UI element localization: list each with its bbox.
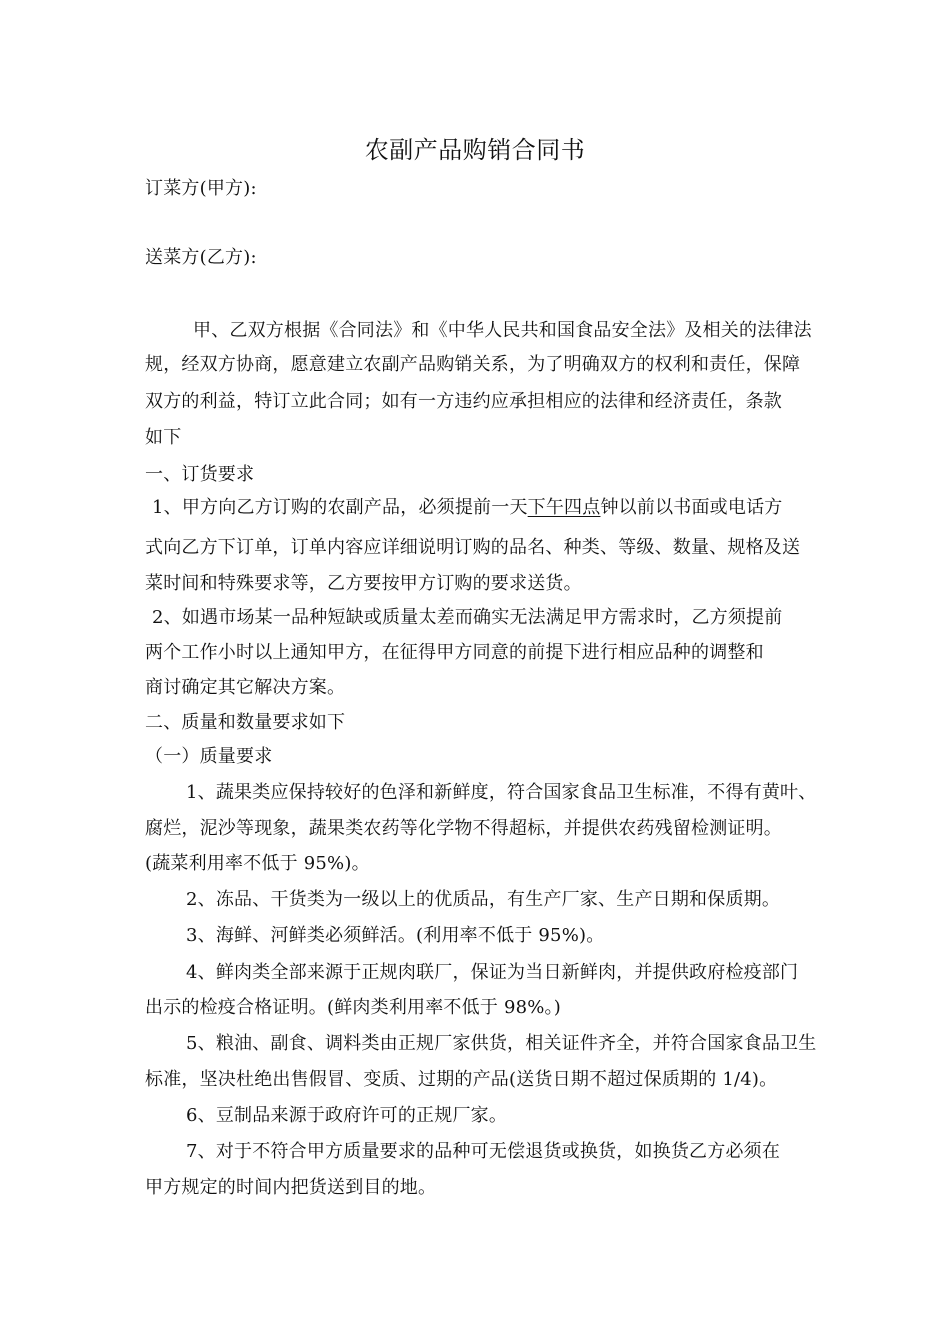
party-a-label: 订菜方(甲方): — [145, 178, 257, 199]
party-b-label: 送菜方(乙方): — [145, 247, 257, 268]
section-1-item-1-line-1 — [152, 495, 782, 521]
quality-item-1-line-3: (蔬菜利用率不低于 95%)。 — [145, 853, 370, 874]
section-1-item-1-line-2: 式向乙方下订单，订单内容应详细说明订购的品名、种类、等级、数量、规格及送 — [145, 537, 801, 558]
quality-item-1-line-2: 腐烂，泥沙等现象，蔬果类农药等化学物不得超标，并提供农药残留检测证明。 — [145, 818, 782, 839]
quality-item-3: 3、海鲜、河鲜类必须鲜活。(利用率不低于 95%)。 — [186, 925, 605, 946]
item-1-text-after: 钟以前以书面或电话方 — [600, 497, 783, 518]
quality-item-5-line-2: 标准，坚决杜绝出售假冒、变质、过期的产品(送货日期不超过保质期的 1/4)。 — [145, 1069, 778, 1090]
section-2-heading: 二、质量和数量要求如下 — [145, 712, 346, 733]
section-1-heading: 一、订货要求 — [145, 464, 255, 485]
underlined-time: 下午四点 — [527, 497, 601, 518]
item-1-text-before: 1、甲方向乙方订购的农副产品，必须提前一天 — [152, 497, 528, 518]
quality-item-7-line-2: 甲方规定的时间内把货送到目的地。 — [145, 1177, 437, 1198]
quality-item-7-line-1: 7、对于不符合甲方质量要求的品种可无偿退货或换货，如换货乙方必须在 — [186, 1141, 781, 1162]
quality-item-6: 6、豆制品来源于政府许可的正规厂家。 — [186, 1105, 508, 1126]
quality-item-1-line-1: 1、蔬果类应保持较好的色泽和新鲜度，符合国家食品卫生标准，不得有黄叶、 — [186, 782, 817, 803]
preamble-line-4: 如下 — [145, 427, 182, 448]
section-1-item-2-line-2: 两个工作小时以上通知甲方，在征得甲方同意的前提下进行相应品种的调整和 — [145, 642, 764, 663]
section-1-item-2-line-1: 2、如遇市场某一品种短缺或质量太差而确实无法满足甲方需求时，乙方须提前 — [152, 607, 783, 628]
section-2-sub-heading: （一）质量要求 — [145, 746, 273, 767]
quality-item-5-line-1: 5、粮油、副食、调料类由正规厂家供货，相关证件齐全，并符合国家食品卫生 — [186, 1033, 817, 1054]
preamble-line-3: 双方的利益，特订立此合同；如有一方违约应承担相应的法律和经济责任，条款 — [145, 391, 782, 412]
quality-item-4-line-2: 出示的检疫合格证明。(鲜肉类利用率不低于 98%。) — [145, 997, 561, 1018]
preamble-line-1: 甲、乙双方根据《合同法》和《中华人民共和国食品安全法》及相关的法律法 — [193, 320, 812, 341]
section-1-item-1-line-3: 菜时间和特殊要求等，乙方要按甲方订购的要求送货。 — [145, 573, 582, 594]
quality-item-2: 2、冻品、干货类为一级以上的优质品，有生产厂家、生产日期和保质期。 — [186, 889, 781, 910]
document-title: 农副产品购销合同书 — [364, 136, 586, 164]
quality-item-4-line-1: 4、鲜肉类全部来源于正规肉联厂，保证为当日新鲜肉，并提供政府检疫部门 — [186, 962, 799, 983]
section-1-item-2-line-3: 商讨确定其它解决方案。 — [145, 677, 346, 698]
preamble-line-2: 规，经双方协商，愿意建立农副产品购销关系，为了明确双方的权利和责任，保障 — [145, 354, 801, 375]
